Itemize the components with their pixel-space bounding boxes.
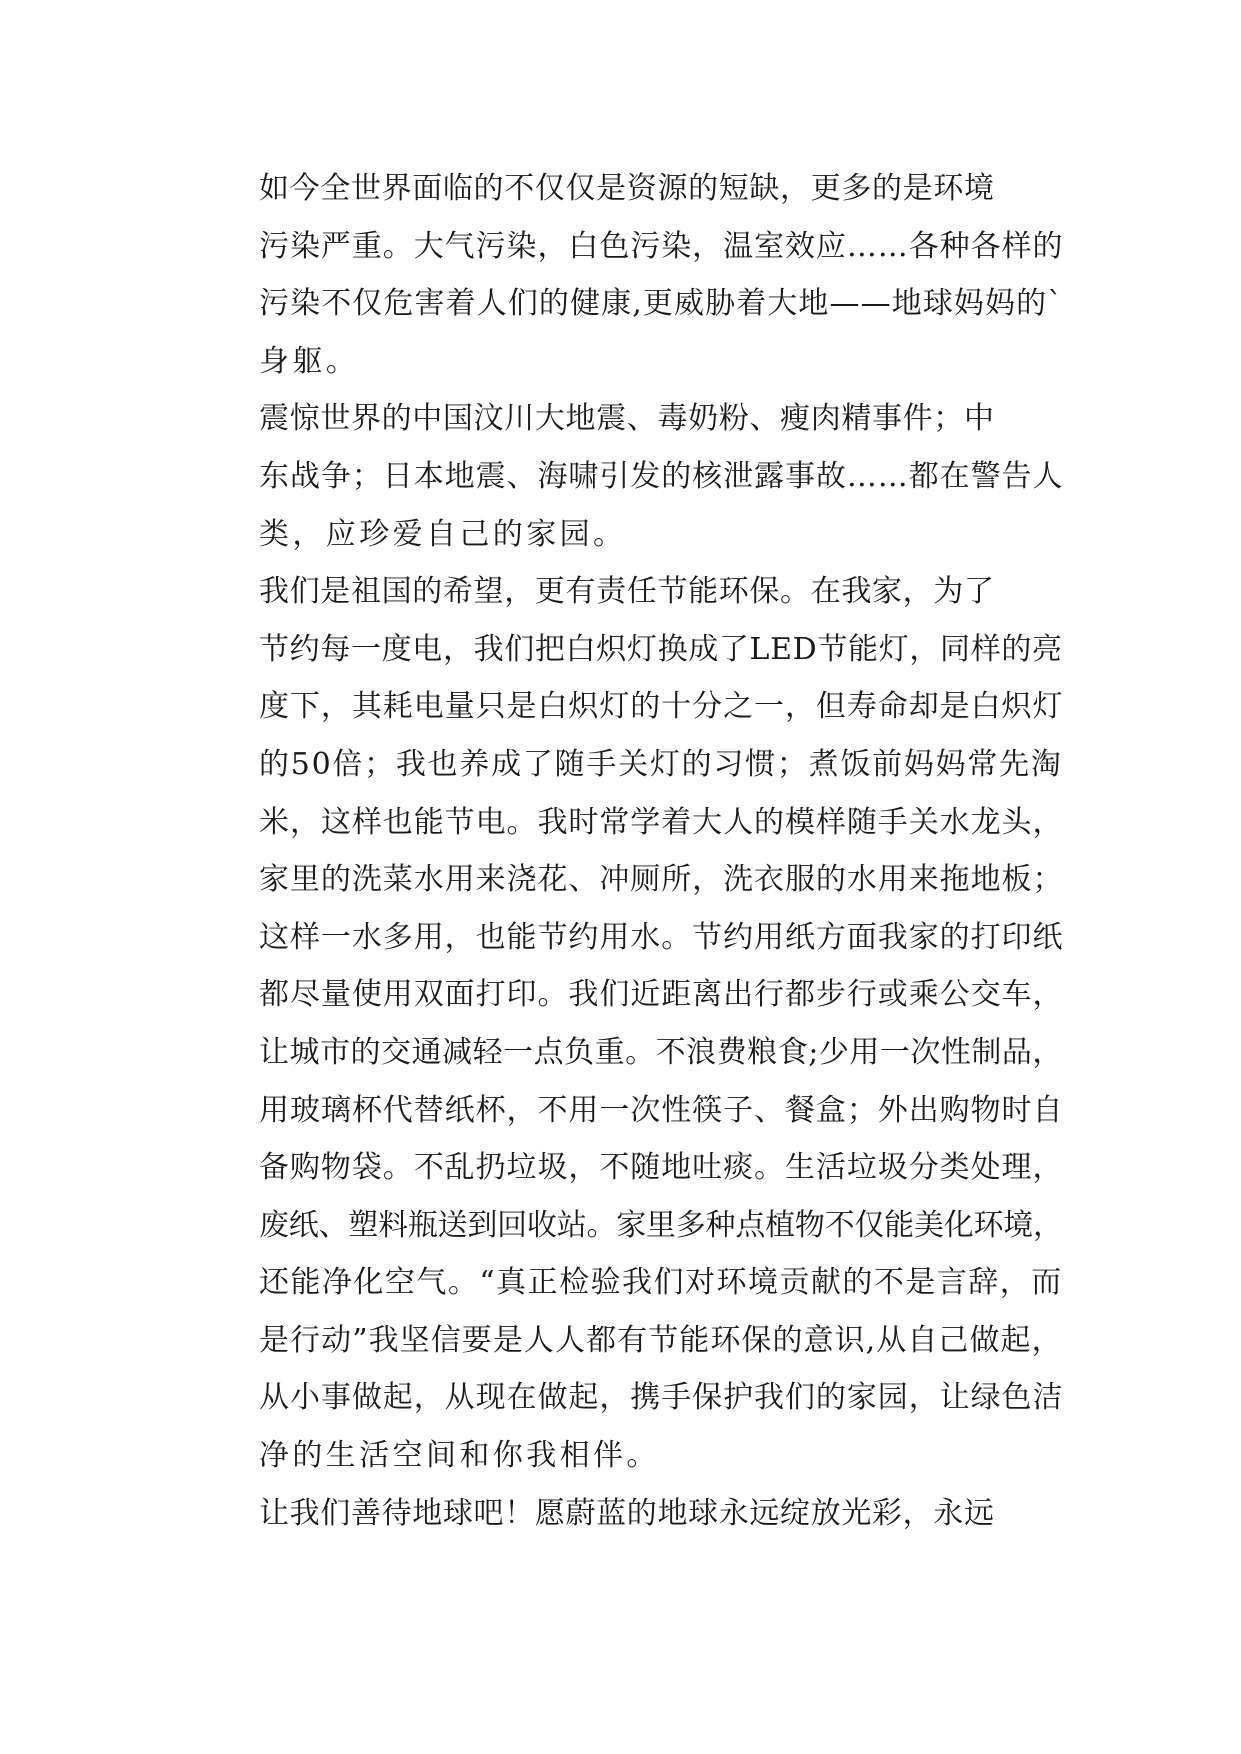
- text-line: 震惊世界的中国汶川大地震、毒奶粉、瘦肉精事件；中: [259, 401, 995, 437]
- text-line: 还能净化空气。“真正检验我们对环境贡献的不是言辞，而: [259, 1265, 1063, 1301]
- text-line: 从小事做起，从现在做起，携手保护我们的家园，让绿色洁: [259, 1380, 1064, 1416]
- text-line: 废纸、塑料瓶送到回收站。家里多种点植物不仅能美化环境，: [259, 1207, 1063, 1243]
- text-line: 净的生活空间和你我相伴。: [259, 1438, 660, 1474]
- text-line: 让我们善待地球吧！愿蔚蓝的地球永远绽放光彩，永远: [259, 1495, 995, 1531]
- text-line: 家里的洗菜水用来浇花、冲厕所，洗衣服的水用来拖地板；: [259, 862, 1064, 898]
- text-line: 节约每一度电，我们把白炽灯换成了LED节能灯，同样的亮: [259, 631, 1063, 667]
- text-line: 都尽量使用双面打印。我们近距离出行都步行或乘公交车，: [259, 977, 1064, 1013]
- text-line: 污染不仅危害着人们的健康,更威胁着大地——地球妈妈的`: [259, 286, 1064, 322]
- paragraph-4: [193, 1485, 1063, 1543]
- document-body: [193, 160, 1063, 1542]
- text-line: 污染严重。大气污染，白色污染，温室效应……各种各样的: [259, 228, 1064, 264]
- paragraph-1: [193, 160, 1063, 390]
- text-line: 这样一水多用，也能节约用水。节约用纸方面我家的打印纸: [259, 919, 1064, 955]
- text-line: 是行动”我坚信要是人人都有节能环保的意识,从自己做起，: [259, 1322, 1063, 1358]
- paragraph-2: [193, 390, 1063, 563]
- text-line: 我们是祖国的希望，更有责任节能环保。在我家，为了: [259, 574, 995, 610]
- text-line: 用玻璃杯代替纸杯，不用一次性筷子、餐盒；外出购物时自: [259, 1092, 1064, 1128]
- text-line: 如今全世界面临的不仅仅是资源的短缺，更多的是环境: [259, 171, 995, 206]
- text-line: 让城市的交通减轻一点负重。不浪费粮食;少用一次性制品，: [259, 1034, 1063, 1070]
- text-line: 的50倍；我也养成了随手关灯的习惯；煮饭前妈妈常先淘: [259, 746, 1063, 782]
- text-line: 备购物袋。不乱扔垃圾，不随地吐痰。生活垃圾分类处理，: [259, 1150, 1064, 1186]
- paragraph-3: [193, 563, 1063, 1485]
- text-line: 身躯。: [259, 343, 360, 379]
- text-line: 度下，其耗电量只是白炽灯的十分之一，但寿命却是白炽灯: [259, 689, 1064, 725]
- text-line: 类，应珍爱自己的家园。: [259, 516, 627, 552]
- text-line: 米，这样也能节电。我时常学着大人的模样随手关水龙头，: [259, 804, 1064, 840]
- text-line: 东战争；日本地震、海啸引发的核泄露事故……都在警告人: [259, 458, 1064, 494]
